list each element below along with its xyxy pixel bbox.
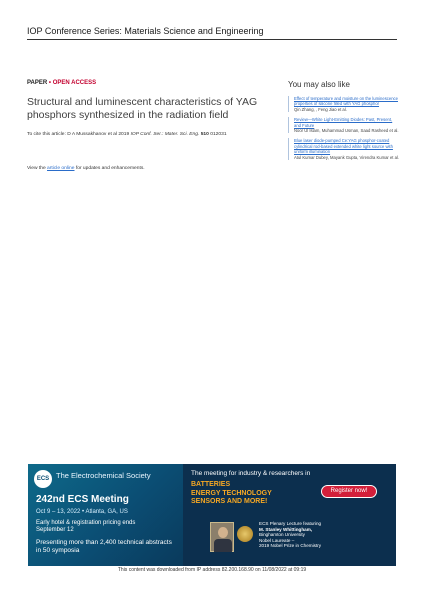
related-item-title-link[interactable]: Effect of temperature and moisture on the luminescence properties of silicone filled with YAG phosphor — [294, 96, 398, 107]
paper-label: PAPER — [27, 80, 48, 86]
view-online-after: for updates and enhancements. — [74, 166, 145, 171]
download-note: This content was downloaded from IP address 82.200.168.90 on 11/08/2022 at 09:19 — [117, 567, 307, 573]
banner-topics — [191, 481, 272, 507]
view-online-before: View the — [27, 166, 48, 171]
portrait-body — [214, 539, 232, 552]
related-item — [288, 138, 400, 160]
banner-right-panel — [183, 464, 396, 566]
related-item-title-link[interactable]: Review—White Light-Emitting Diodes: Past, Present, and Future — [294, 117, 393, 128]
topic-batteries: BATTERIES — [191, 481, 231, 488]
sidebar-title: You may also like — [288, 80, 350, 89]
topic-sensors: SENSORS AND MORE! — [191, 498, 268, 505]
related-item-bar — [288, 138, 289, 160]
citation-prefix: To cite this article: D A Mussakhanov et al 2019 — [27, 132, 130, 137]
banner-left-panel — [28, 464, 183, 566]
paper-type-label — [27, 80, 96, 86]
journal-name: IOP Conference Series: Materials Science and Engineering — [27, 26, 264, 36]
plenary-title: ECS Plenary Lecture featuring — [259, 521, 322, 526]
ecs-early-pricing: Early hotel & registration pricing ends September 12 — [36, 520, 136, 534]
related-item-bar — [288, 117, 289, 133]
register-now-button[interactable]: Register now! — [321, 485, 377, 498]
speaker-portrait — [210, 522, 234, 552]
ecs-meeting-dates: Oct 9 – 13, 2022 • Atlanta, GA, US — [36, 509, 128, 515]
portrait-head — [218, 527, 228, 538]
citation-article: 012031 — [210, 132, 227, 137]
citation-journal: IOP Conf. Ser.: Mater. Sci. Eng. — [130, 132, 200, 137]
paper-type-separator: • — [48, 80, 52, 86]
topic-energy-technology: ENERGY TECHNOLOGY — [191, 489, 272, 497]
related-item-authors: Atul Kumar Dubey, Mayank Gupta, Virendra Kumar et al. — [294, 154, 400, 160]
citation-line — [27, 132, 287, 137]
related-item-authors: Qin Zhang, , Feng Jiao et al. — [294, 106, 347, 112]
ecs-logo-icon: ECS — [34, 470, 52, 488]
plenary-line: 2019 Nobel Prize in Chemistry — [259, 543, 322, 549]
open-access-label: OPEN ACCESS — [52, 80, 97, 86]
plenary-lecture-info — [259, 521, 349, 549]
ecs-advertisement-banner[interactable] — [28, 464, 396, 566]
plenary-line: Nobel Laureate – — [259, 537, 295, 543]
journal-header — [27, 24, 397, 40]
related-articles-sidebar — [288, 80, 400, 165]
ecs-meeting-title: 242nd ECS Meeting — [36, 494, 129, 505]
related-item-authors: Noor Ul Islam, Muhammad Usman, Saad Rasheed et al. — [294, 128, 399, 134]
article-online-link[interactable]: article online — [47, 166, 75, 171]
related-item-bar — [288, 96, 289, 112]
citation-volume: 510 — [200, 132, 209, 137]
ecs-society-name: The Electrochemical Society — [56, 471, 151, 480]
related-item — [288, 96, 400, 112]
related-item — [288, 117, 400, 133]
ecs-abstracts-count: Presenting more than 2,400 technical abstracts in 50 symposia — [36, 539, 172, 554]
article-title: Structural and luminescent characteristics of YAG phosphors synthesized in the radiation field — [27, 96, 258, 121]
plenary-speaker-name: M. Stanley Whittingham, — [259, 526, 313, 532]
banner-tagline: The meeting for industry & researchers in — [191, 470, 311, 477]
nobel-medal-icon — [237, 526, 253, 542]
plenary-line: Binghamton University — [259, 532, 305, 538]
view-online-line — [27, 166, 287, 171]
related-item-title-link[interactable]: Blue laser diode-pumped Ce:YAG phosphor-coated cylindrical rod-based extended white light source with uniform illumination — [294, 138, 393, 155]
